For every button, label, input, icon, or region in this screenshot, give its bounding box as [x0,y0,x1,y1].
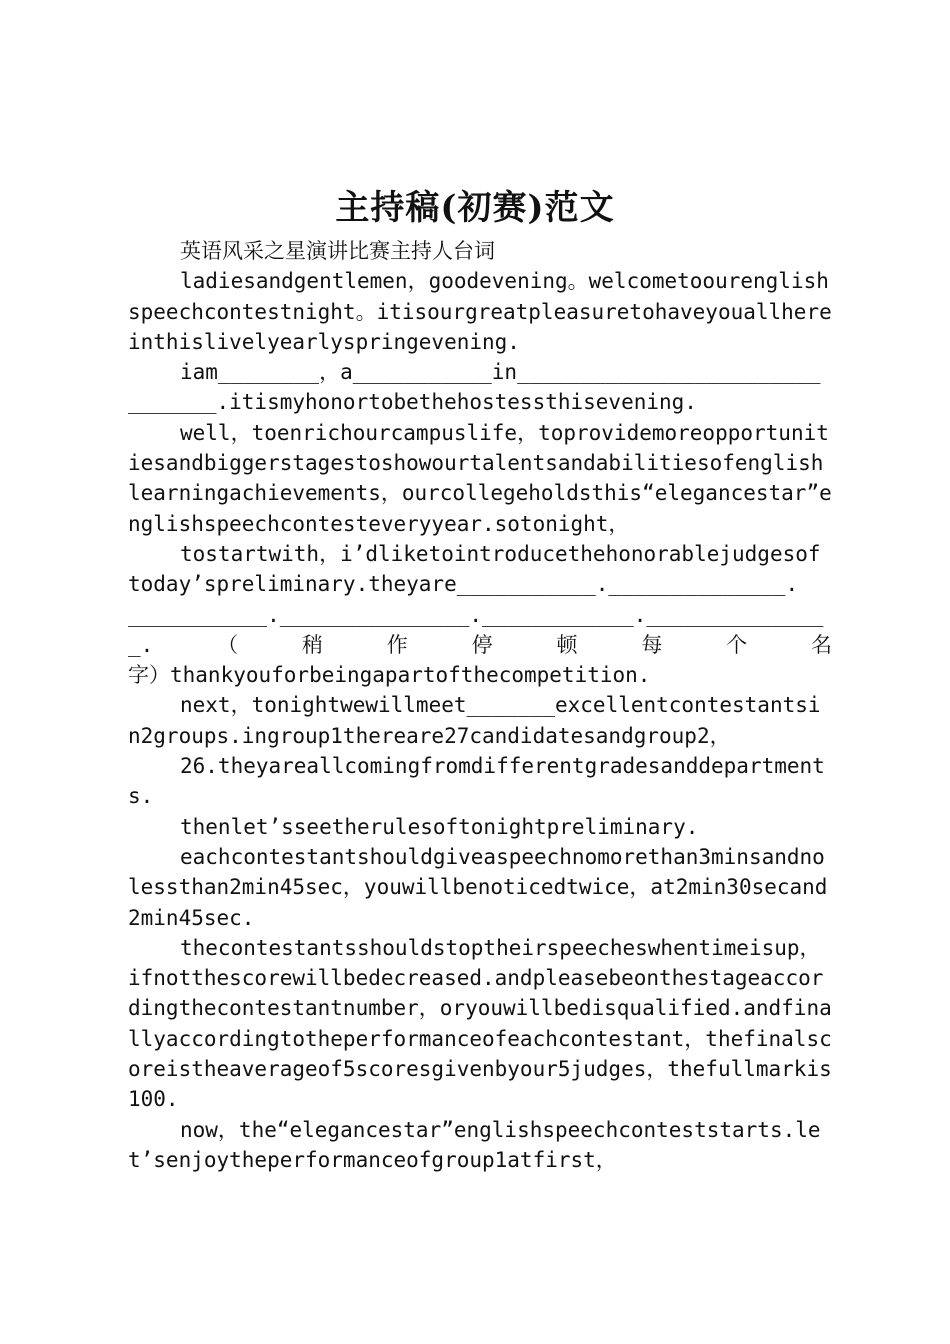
paragraph-groups: 26.theyareallcomingfromdifferentgradesanddepartments. [128,754,825,809]
paragraph-pause-note: _.（稍作停顿每个名 [128,632,832,657]
subtitle-paragraph: 英语风采之星演讲比赛主持人台词 [180,239,495,263]
paragraph-rules-intro: thenlet’sseetherulesoftonightpreliminary. [180,814,699,839]
paragraph-thanks: 字）thankyouforbeingapartofthecompetition. [128,663,651,688]
paragraph-scoring-rule: thecontestantsshouldstoptheirspeecheswhentimeisup，ifnotthescorewillbedecreased.andpleasebeonthestageaccordingthecontestantnumber，oryouwillbedisqualified.andfinallyaccordingtotheperformanceofeachcontestant，thefinalscoreistheaverageof5scoresgivenbyour5judges，thefullmarkis100. [128,935,832,1112]
document-body [128,236,832,1175]
paragraph-judges-blanks: ___________._______________.____________.______________ [128,602,824,627]
paragraph-greeting: ladiesandgentlemen，goodevening。welcometoourenglishspeechcontestnight。itisourgreatpleasuretohaveyouallhereinthislivelyearlyspringevening. [128,269,832,354]
paragraph-contestants: next，tonightwewillmeet_______excellentcontestantsin2groups.ingroup1thereare27candidatesandgroup2， [128,693,821,748]
document-title: 主持稿(初赛)范文 [335,188,615,228]
paragraph-judges: tostartwith，i’dliketointroducethehonorablejudgesoftoday’spreliminary.theyare___________.______________. [128,541,821,597]
paragraph-host-intro: iam________，a___________in_______________________________.itismyhonortobethehostessthisevening. [128,360,821,415]
paragraph-start: now，the“elegancestar”englishspeechconteststarts.let’senjoytheperformanceofgroup1atfirst， [128,1117,821,1172]
paragraph-time-rule: eachcontestantshouldgiveaspeechnomorethan3minsandnolessthan2min45sec，youwillbenoticedtwice，at2min30secand2min45sec. [128,844,828,930]
paragraph-purpose: well，toenrichourcampuslife，toprovidemoreopportunitiesandbiggerstagestoshowourtalentsandabilitiesofenglishlearningachievements，ourcollegeholdsthis“elegancestar”englishspeechcontesteveryyear.sotonight， [128,420,832,536]
